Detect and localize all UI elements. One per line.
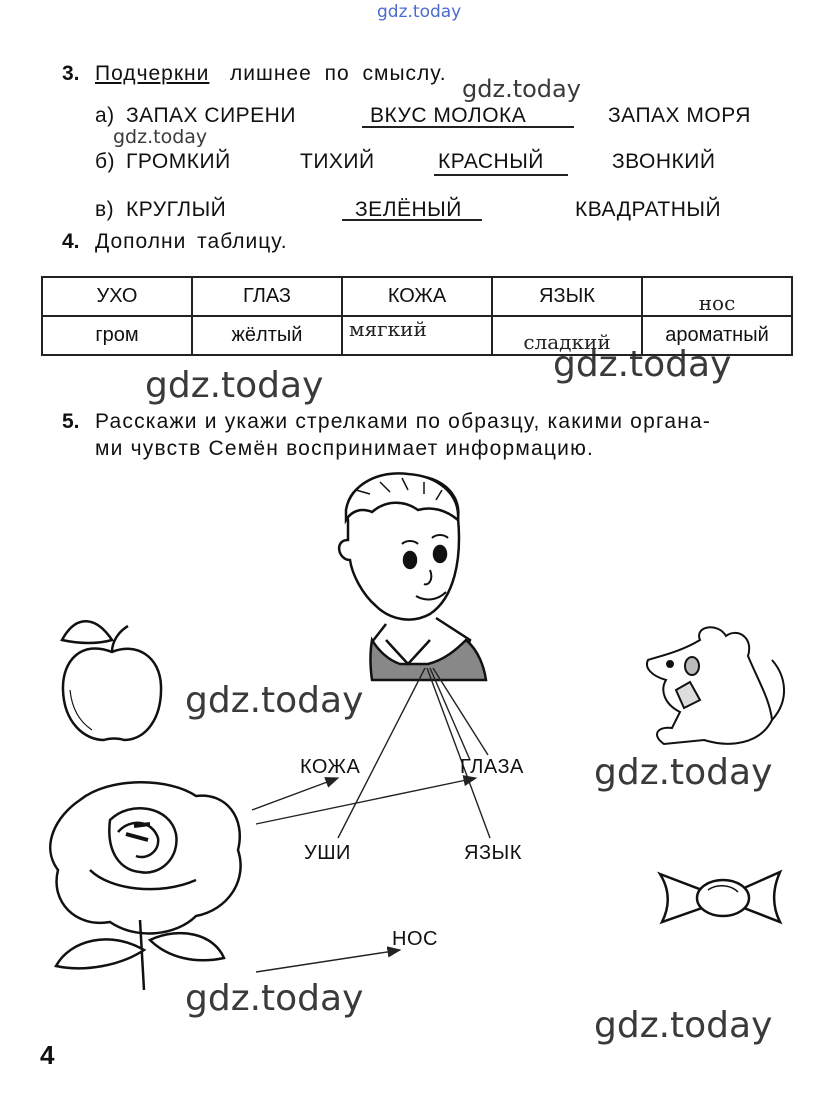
answer-arrows bbox=[252, 668, 490, 972]
word: ЗАПАХ МОРЯ bbox=[608, 104, 751, 127]
word: ГРОМКИЙ bbox=[126, 150, 231, 173]
task3-number: 3. bbox=[62, 62, 80, 85]
watermark: gdz.today bbox=[594, 752, 773, 793]
watermark: gdz.today bbox=[185, 978, 364, 1019]
page-number: 4 bbox=[40, 1040, 55, 1070]
table-cell: УХО bbox=[42, 277, 192, 316]
table-cell: жёлтый bbox=[192, 316, 342, 355]
mouse-illustration bbox=[647, 627, 784, 744]
table-cell: КОЖА bbox=[342, 277, 492, 316]
table-cell: ГЛАЗ bbox=[192, 277, 342, 316]
label-eyes: ГЛАЗА bbox=[460, 756, 524, 778]
task4-number: 4. bbox=[62, 230, 80, 253]
watermark: gdz.today bbox=[462, 75, 581, 103]
apple-illustration bbox=[62, 621, 161, 740]
option-b-label: б) bbox=[95, 150, 116, 173]
word-underlined: ЗЕЛЁНЫЙ bbox=[355, 198, 462, 221]
task4-instruction: Дополни таблицу. bbox=[95, 230, 288, 253]
label-tongue: ЯЗЫК bbox=[464, 842, 522, 864]
table-cell: ЯЗЫК bbox=[492, 277, 642, 316]
word: КВАДРАТНЫЙ bbox=[575, 198, 722, 221]
word-underlined: КРАСНЫЙ bbox=[438, 150, 544, 173]
watermark: gdz.today bbox=[377, 2, 462, 22]
label-ears: УШИ bbox=[304, 842, 351, 864]
watermark: gdz.today bbox=[553, 344, 732, 385]
candy-illustration bbox=[660, 872, 780, 922]
table-cell-handwritten: нос bbox=[642, 277, 792, 316]
task5-line1: Расскажи и укажи стрелками по образцу, какими органа- bbox=[95, 410, 712, 433]
label-nose: НОС bbox=[392, 928, 438, 950]
table-cell-handwritten: сладкий bbox=[492, 316, 642, 355]
label-skin: КОЖА bbox=[300, 756, 361, 778]
word: ТИХИЙ bbox=[300, 150, 375, 173]
task3-instruction: лишнее по смыслу. bbox=[230, 62, 447, 85]
watermark: gdz.today bbox=[185, 680, 364, 721]
task5-number: 5. bbox=[62, 410, 80, 433]
task3-verb: Подчеркни bbox=[95, 62, 210, 85]
boy-illustration bbox=[339, 473, 486, 680]
word-underlined: ВКУС МОЛОКА bbox=[370, 104, 527, 127]
table-cell: гром bbox=[42, 316, 192, 355]
rose-illustration bbox=[50, 782, 240, 990]
option-c-label: в) bbox=[95, 198, 115, 221]
word: ЗАПАХ СИРЕНИ bbox=[126, 104, 296, 127]
option-a-label: а) bbox=[95, 104, 115, 127]
task5-line2: ми чувств Семён воспринимает информацию. bbox=[95, 437, 595, 460]
watermark: gdz.today bbox=[594, 1005, 773, 1046]
word: ЗВОНКИЙ bbox=[612, 150, 716, 173]
watermark: gdz.today bbox=[145, 365, 324, 406]
word: КРУГЛЫЙ bbox=[126, 198, 227, 221]
watermark: gdz.today bbox=[113, 126, 208, 148]
table-cell: ароматный bbox=[642, 316, 792, 355]
table-cell-handwritten: мягкий bbox=[342, 316, 492, 355]
